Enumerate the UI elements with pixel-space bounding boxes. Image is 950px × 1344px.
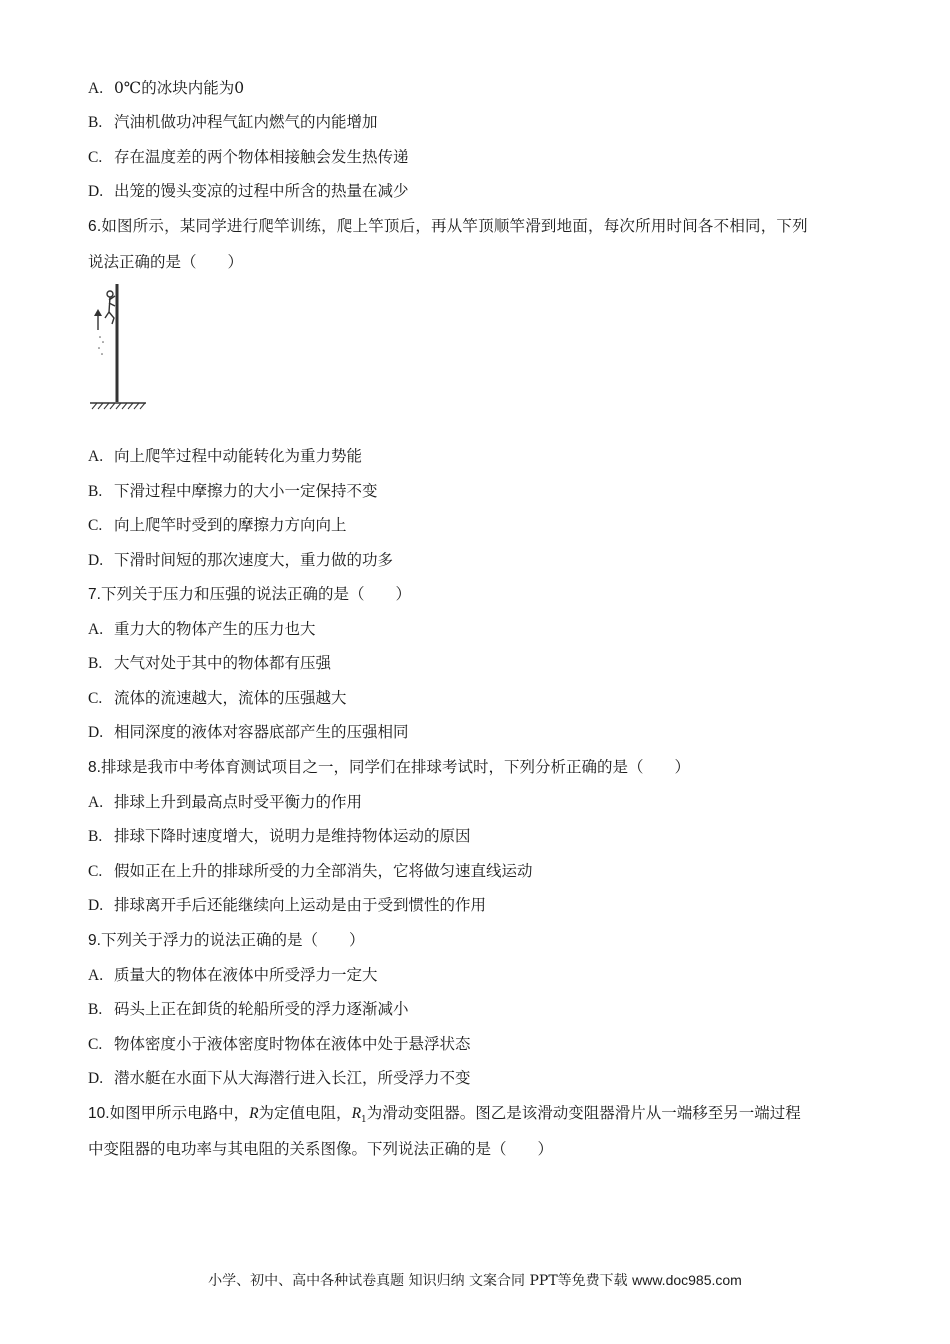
- q9-stem: 9.下列关于浮力的说法正确的是（ ）: [88, 931, 365, 949]
- q9-option-a: A. 质量大的物体在液体中所受浮力一定大: [88, 966, 378, 984]
- pole-climbing-figure: [88, 282, 148, 412]
- q9-option-b: B. 码头上正在卸货的轮船所受的浮力逐渐减小: [88, 1000, 409, 1018]
- q8-option-c: C. 假如正在上升的排球所受的力全部消失，它将做匀速直线运动: [88, 862, 533, 880]
- q6-stem-line1: 6.如图所示，某同学进行爬竿训练，爬上竿顶后，再从竿顶顺竿滑到地面，每次所用时间各不相同，下列: [88, 217, 808, 235]
- q10-stem-line1: 10.如图甲所示电路中，R为定值电阻，$R_1$为滑动变阻器。图乙是该滑动变阻器滑片从一端移至另一端过程: [88, 1104, 801, 1126]
- q5-option-c: C. 存在温度差的两个物体相接触会发生热传递: [88, 148, 409, 166]
- q5-option-b: B. 汽油机做功冲程气缸内燃气的内能增加: [88, 113, 378, 131]
- q10-stem-line2: 中变阻器的电功率与其电阻的关系图像。下列说法正确的是（ ）: [88, 1140, 554, 1158]
- q7-option-d: D. 相同深度的液体对容器底部产生的压强相同: [88, 723, 409, 741]
- q7-option-a: A. 重力大的物体产生的压力也大: [88, 620, 316, 638]
- q8-option-a: A. 排球上升到最高点时受平衡力的作用: [88, 793, 363, 811]
- footer-url[interactable]: www.doc985.com: [632, 1272, 742, 1288]
- page-footer: 小学、初中、高中各种试卷真题 知识归纳 文案合同 PPT等免费下载 www.doc985.com: [208, 1272, 742, 1289]
- q6-stem-line2: 说法正确的是（ ）: [88, 253, 244, 271]
- q8-option-b: B. 排球下降时速度增大，说明力是维持物体运动的原因: [88, 827, 471, 845]
- q9-option-d: D. 潜水艇在水面下从大海潜行进入长江，所受浮力不变: [88, 1069, 471, 1087]
- q5-option-a: A. 0℃的冰块内能为0: [88, 79, 245, 97]
- q7-option-c: C. 流体的流速越大，流体的压强越大: [88, 689, 347, 707]
- q9-option-c: C. 物体密度小于液体密度时物体在液体中处于悬浮状态: [88, 1035, 471, 1053]
- q6-option-b: B. 下滑过程中摩擦力的大小一定保持不变: [88, 482, 378, 500]
- q5-option-d: D. 出笼的馒头变凉的过程中所含的热量在减少: [88, 182, 409, 200]
- q6-option-d: D. 下滑时间短的那次速度大，重力做的功多: [88, 551, 394, 569]
- q6-option-c: C. 向上爬竿时受到的摩擦力方向向上: [88, 516, 347, 534]
- q8-stem: 8.排球是我市中考体育测试项目之一，同学们在排球考试时，下列分析正确的是（ ）: [88, 758, 690, 776]
- q6-option-a: A. 向上爬竿过程中动能转化为重力势能: [88, 447, 363, 465]
- q8-option-d: D. 排球离开手后还能继续向上运动是由于受到惯性的作用: [88, 896, 487, 914]
- q7-stem: 7.下列关于压力和压强的说法正确的是（ ）: [88, 585, 411, 603]
- q7-option-b: B. 大气对处于其中的物体都有压强: [88, 654, 332, 672]
